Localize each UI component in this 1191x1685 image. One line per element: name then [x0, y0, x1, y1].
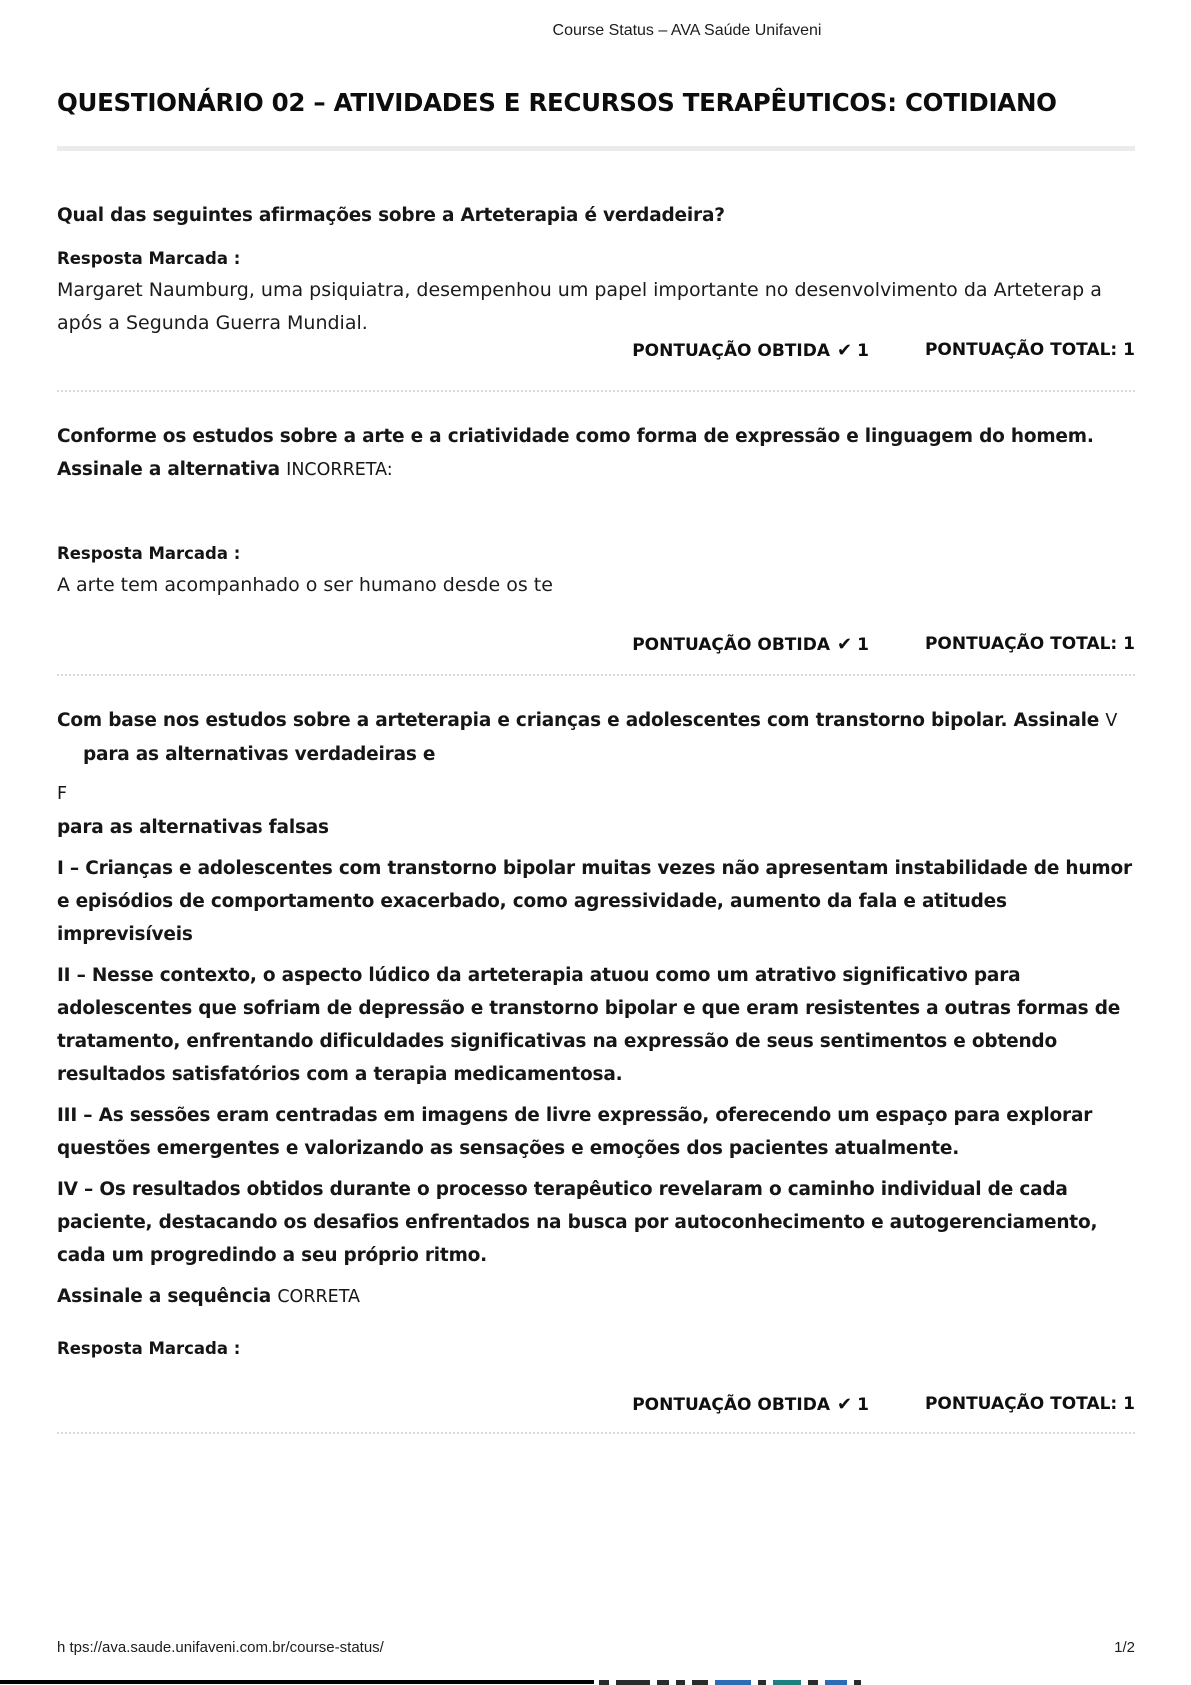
next-page-separator-bar	[0, 1680, 594, 1684]
score-obtained-label: PONTUAÇÃO OBTIDA	[632, 1395, 830, 1415]
page-content	[57, 88, 1135, 1434]
question-text: Conforme os estudos sobre a arte e a criatividade como forma de expressão e linguagem do homem. Assinale a alternativa INCORRETA:	[57, 426, 1094, 480]
score-obtained-value: 1	[857, 341, 869, 361]
question-text: Com base nos estudos sobre a arteterapia e crianças e adolescentes com transtorno bipolar. Assinale Vpara as alternativas verdadeiras e	[57, 710, 1118, 765]
score-obtained	[632, 1394, 869, 1416]
answer-label: Resposta Marcada :	[57, 544, 241, 563]
score-total	[925, 634, 1135, 656]
score-total-value: 1	[1123, 634, 1135, 654]
clipped-next-page-text-fragment	[599, 1680, 861, 1685]
check-icon: ✔	[837, 1394, 853, 1415]
statement-item-3: III – As sessões eram centradas em imagens de livre expressão, oferecendo um espaço para explorar questões emergentes e valorizando as sensações e emoções dos pacientes atualmente.	[57, 1105, 1093, 1159]
score-total-value: 1	[1123, 1394, 1135, 1414]
score-obtained-label: PONTUAÇÃO OBTIDA	[632, 635, 830, 655]
check-icon: ✔	[837, 340, 853, 361]
correta-keyword: CORRETA	[277, 1287, 361, 1307]
check-icon: ✔	[837, 634, 853, 655]
statement-item-2: II – Nesse contexto, o aspecto lúdico da arteterapia atuou como um atrativo significativo para adolescentes que sofriam de depressão e transtorno bipolar e que eram resistentes a outras formas de tratamento, enfrentando dificuldades significativas na expressão de seus sentimentos e obtendo resultados satisfatórios com a terapia medicamentosa.	[57, 965, 1121, 1085]
score-obtained	[632, 634, 869, 656]
option-letter-f: F	[57, 784, 67, 804]
score-total-label: PONTUAÇÃO TOTAL:	[924, 340, 1118, 360]
incorreta-keyword: INCORRETA:	[286, 460, 393, 480]
score-total-label: PONTUAÇÃO TOTAL:	[924, 634, 1118, 654]
answer-label: Resposta Marcada :	[57, 249, 241, 268]
question-block-1	[57, 199, 1135, 392]
print-header-title: Course Status – AVA Saúde Unifaveni	[552, 22, 822, 39]
question-block-2	[57, 420, 1135, 676]
option-letter-f-line	[57, 777, 1135, 811]
marked-answer-text: Margaret Naumburg, uma psiquiatra, desempenhou um papel importante no desenvolvimento da Arteterap a após a Segunda Guerra Mundial.	[57, 279, 1102, 334]
score-total	[925, 1394, 1135, 1416]
question-text: Qual das seguintes afirmações sobre a Arteterapia é verdadeira?	[57, 205, 725, 226]
question-text: para as alternativas falsas	[57, 817, 329, 838]
questionnaire-title: QUESTIONÁRIO 02 – ATIVIDADES E RECURSOS TERAPÊUTICOS: COTIDIANO	[57, 88, 1057, 117]
score-obtained-label: PONTUAÇÃO OBTIDA	[632, 341, 830, 361]
score-total	[925, 340, 1135, 362]
marked-answer-text: A arte tem acompanhado o ser humano desde os te	[57, 574, 553, 596]
footer-page-indicator: 1/2	[1114, 1639, 1135, 1656]
divider-solid	[57, 146, 1135, 151]
divider-dotted	[57, 1432, 1135, 1434]
answer-label: Resposta Marcada :	[57, 1339, 241, 1358]
score-total-label: PONTUAÇÃO TOTAL:	[924, 1394, 1118, 1414]
divider-dotted	[57, 390, 1135, 392]
question-block-3	[57, 704, 1135, 1434]
score-row	[57, 634, 1135, 656]
score-row	[57, 340, 1135, 362]
statement-item-4: IV – Os resultados obtidos durante o processo terapêutico revelaram o caminho individual de cada paciente, destacando os desafios enfrentados na busca por autoconhecimento e autogerenciamento, cada um progredindo a seu próprio ritmo.	[57, 1179, 1098, 1266]
score-obtained-value: 1	[857, 1395, 869, 1415]
option-letter-v: V	[1105, 711, 1118, 731]
score-obtained	[632, 340, 869, 362]
footer-url: h tps://ava.saude.unifaveni.com.br/course-status/	[57, 1639, 384, 1656]
score-obtained-value: 1	[857, 635, 869, 655]
statement-item-1: I – Crianças e adolescentes com transtorno bipolar muitas vezes não apresentam instabilidade de humor e episódios de comportamento exacerbado, como agressividade, aumento da fala e atitudes imprevisíveis	[57, 858, 1132, 945]
score-row	[57, 1394, 1135, 1416]
question-closing: Assinale a sequência CORRETA	[57, 1286, 361, 1307]
divider-dotted	[57, 674, 1135, 676]
score-total-value: 1	[1123, 340, 1135, 360]
